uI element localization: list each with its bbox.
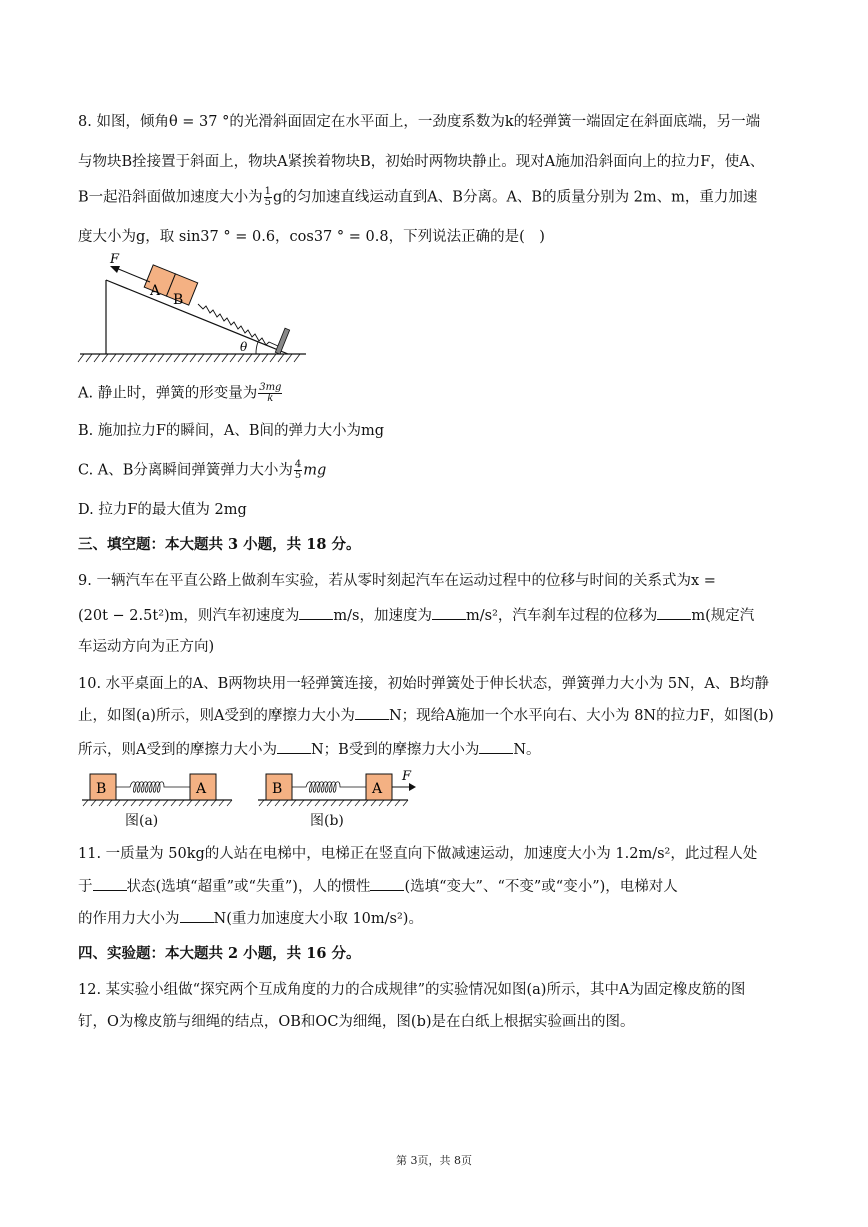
q10-blank-3[interactable] — [479, 739, 513, 754]
figure-b-caption: 图(b) — [310, 813, 344, 829]
fig-a-block-b-label: B — [96, 781, 107, 797]
q11-line-1: 11. 一质量为 50kg的人站在电梯中，电梯正在竖直向下做减速运动，加速度大小为 1.2m/s²，此过程人处 — [78, 846, 758, 862]
q8-option-b: B. 施加拉力F的瞬间，A、B间的弹力大小为mg — [78, 423, 385, 439]
q8-line-2: 与物块B拴接置于斜面上，物块A紧挨着物块B，初始时两物块静止。现对A施加沿斜面向上的拉力F，使A、 — [78, 154, 765, 170]
q11-line-3: 的作用力大小为 N(重力加速度大小取 10m/s²)。 — [78, 908, 423, 929]
figure-b-spring-blocks — [258, 768, 418, 808]
q8-line-4: 度大小为g，取 sin37 ° = 0.6，cos37 ° = 0.8，下列说法正确的是( ) — [78, 229, 545, 245]
q10-line-3: 所示，则A受到的摩擦力大小为 N；B受到的摩擦力大小为 N。 — [78, 739, 541, 760]
q8-option-c: C. A、B分离瞬间弹簧弹力大小为 $\frac{4}{5}$ mg — [78, 459, 327, 481]
page-footer: 第 3页，共 8页 — [396, 1154, 472, 1167]
q9-blank-3[interactable] — [657, 605, 691, 620]
incline-figure — [78, 252, 318, 367]
section-3-heading: 三、填空题：本大题共 3 小题，共 18 分。 — [78, 536, 361, 553]
q11-blank-2[interactable] — [370, 876, 404, 891]
fig-b-block-a-label: A — [372, 781, 383, 797]
angle-theta-label: θ — [240, 340, 248, 354]
q8-line-3-text-b: g的匀加速直线运动直到A、B分离。A、B的质量分别为 2m、m，重力加速 — [273, 189, 758, 206]
q12-line-2: 钉，O为橡皮筋与细绳的结点，OB和OC为细绳，图(b)是在白纸上根据实验画出的图。 — [78, 1014, 635, 1030]
section-4-heading: 四、实验题：本大题共 2 小题，共 16 分。 — [78, 945, 361, 962]
q10-line-2: 止，如图(a)所示，则A受到的摩擦力大小为 N；现给A施加一个水平向右、大小为 8N的拉力F，如图(b) — [78, 705, 774, 726]
q8-line-3 — [78, 187, 757, 208]
force-f-label: F — [110, 252, 120, 267]
q9-line-2: (20t − 2.5t²)m，则汽车初速度为 m/s，加速度为 m/s²，汽车刹车过程的位移为 m(规定汽 — [78, 605, 754, 626]
q8-option-d: D. 拉力F的最大值为 2mg — [78, 502, 247, 518]
q8-line-3-text-a: B一起沿斜面做加速度大小为 — [78, 189, 263, 206]
fig-b-force-label: F — [402, 769, 412, 784]
block-a-label: A — [150, 283, 161, 299]
q9-line-1: 9. 一辆汽车在平直公路上做刹车实验，若从零时刻起汽车在运动过程中的位移与时间的关系式为x = — [78, 573, 716, 589]
q9-blank-2[interactable] — [432, 605, 466, 620]
q11-line-2: 于 状态(选填“超重”或“失重”)，人的惯性 (选填“变大”、“不变”或“变小”)，电梯对人 — [78, 876, 678, 897]
q8-accel-fraction: $\frac{1}{5}$ — [264, 186, 272, 208]
q9-blank-1[interactable] — [299, 605, 333, 620]
q10-blank-2[interactable] — [277, 739, 311, 754]
figure-a-caption: 图(a) — [125, 813, 159, 829]
q11-blank-3[interactable] — [180, 908, 214, 923]
q9-line-3: 车运动方向为正方向) — [78, 639, 215, 655]
q8-option-a: A. 静止时，弹簧的形变量为 $\frac{3mg}{k}$ — [78, 382, 282, 404]
q8-option-a-fraction: $\frac{3mg}{k}$ — [259, 382, 282, 404]
q12-line-1: 12. 某实验小组做“探究两个互成角度的力的合成规律”的实验情况如图(a)所示，其中A为固定橡皮筋的图 — [78, 982, 746, 998]
block-b-label: B — [173, 292, 184, 308]
q8-line-1: 8. 如图，倾角θ = 37 °的光滑斜面固定在水平面上，一劲度系数为k的轻弹簧一端固定在斜面底端，另一端 — [78, 114, 761, 130]
q10-blank-1[interactable] — [355, 705, 389, 720]
q8-option-c-fraction: $\frac{4}{5}$ — [294, 459, 302, 481]
figure-a-spring-blocks — [82, 768, 242, 808]
q11-blank-1[interactable] — [93, 876, 127, 891]
q10-line-1: 10. 水平桌面上的A、B两物块用一轻弹簧连接，初始时弹簧处于伸长状态，弹簧弹力大小为 5N，A、B均静 — [78, 676, 769, 692]
fig-b-block-b-label: B — [272, 781, 283, 797]
fig-a-block-a-label: A — [196, 781, 207, 797]
